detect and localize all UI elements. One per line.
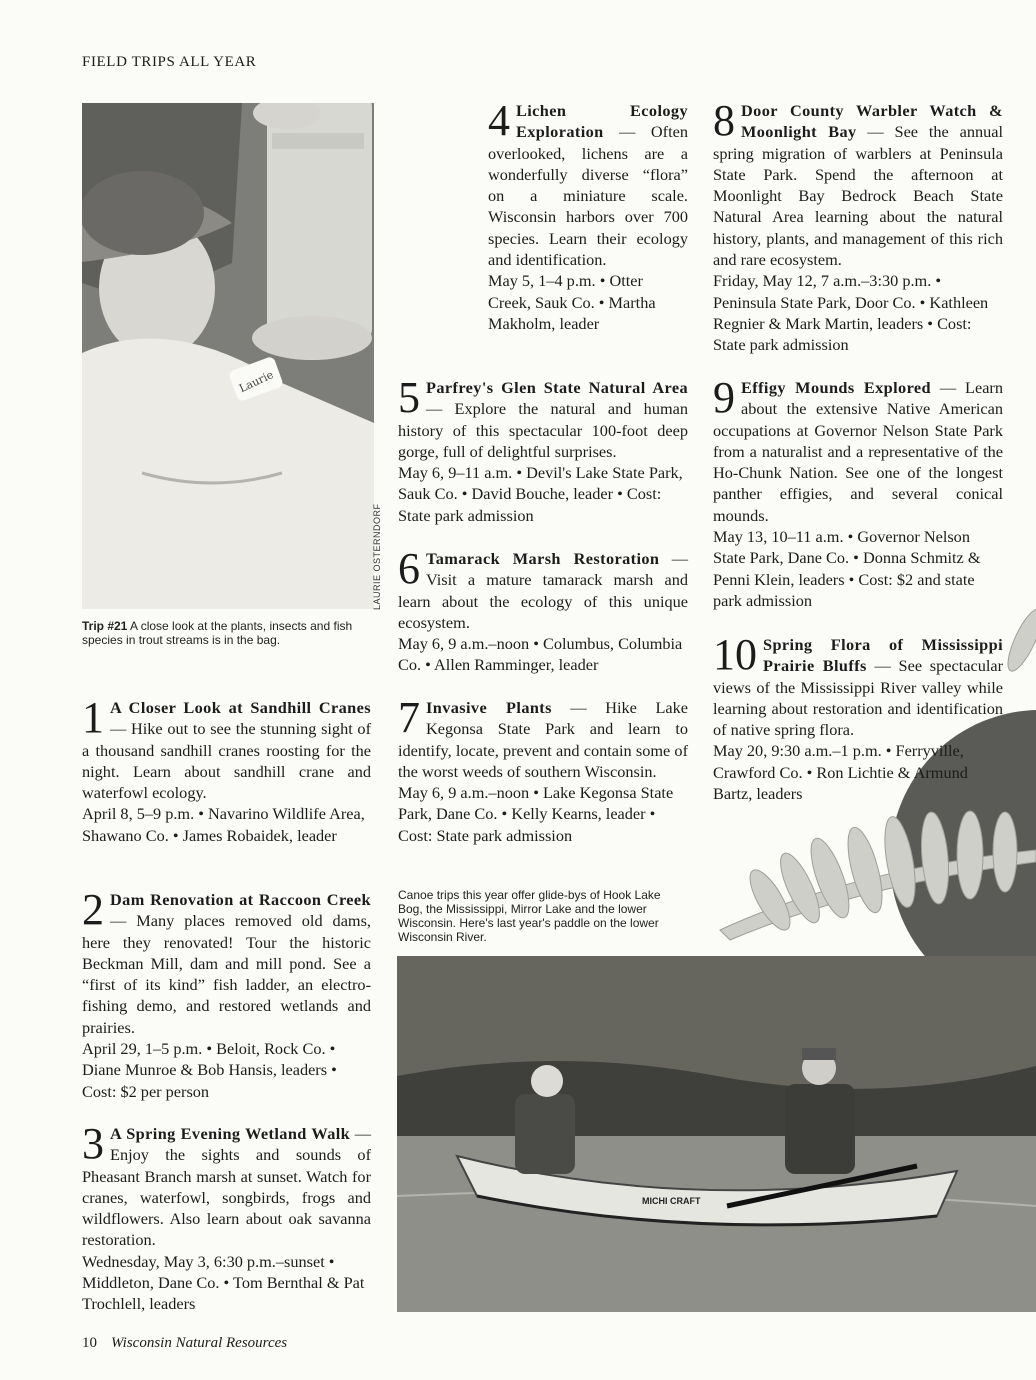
trip-number: 8 <box>713 96 735 145</box>
page-footer <box>82 1335 287 1352</box>
canoe-brand-label: MICHI CRAFT <box>642 1196 701 1206</box>
trip-number: 9 <box>713 373 735 422</box>
trip-details: May 5, 1–4 p.m. • Otter Creek, Sauk Co. • Martha Makholm, leader <box>488 271 656 333</box>
canoe-photo-caption: Canoe trips this year offer glide-bys of Hook Lake Bog, the Mississippi, Mirror Lake and the lower Wisconsin. Here's last year's paddle on the lower Wisconsin River. <box>398 888 661 944</box>
trip-details: May 20, 9:30 a.m.–1 p.m. • Ferryville, Crawford Co. • Ron Lichtie & Armund Bartz, leaders <box>713 741 968 804</box>
trip-description: — Visit a mature tamarack marsh and learn about the ecology of this unique ecosystem. <box>398 549 688 632</box>
trip-details: April 8, 5–9 p.m. • Navarino Wildlife Area, Shawano Co. • James Robaidek, leader <box>82 804 365 845</box>
trip-number: 7 <box>398 693 420 742</box>
trip-details: May 6, 9–11 a.m. • Devil's Lake State Park, Sauk Co. • David Bouche, leader • Cost: State park admission <box>398 463 683 525</box>
trip-title: Invasive Plants <box>426 698 552 717</box>
trip-details: April 29, 1–5 p.m. • Beloit, Rock Co. • Diane Munroe & Bob Hansis, leaders • Cost: $2 per person <box>82 1039 337 1101</box>
trip-3 <box>82 1119 371 1315</box>
trip-7 <box>398 693 688 846</box>
magazine-name: Wisconsin Natural Resources <box>111 1335 288 1351</box>
trip-title: Door County Warbler Watch & Moonlight Bay <box>741 101 1003 142</box>
trip-number: 5 <box>398 373 420 422</box>
trip-8 <box>713 96 1004 356</box>
trip-details: Wednesday, May 3, 6:30 p.m.–sunset • Middleton, Dane Co. • Tom Bernthal & Pat Trochlell, leaders <box>82 1251 365 1314</box>
trip-details: May 13, 10–11 a.m. • Governor Nelson State Park, Dane Co. • Donna Schmitz & Penni Klein, leaders • Cost: $2 and state park admission <box>713 527 981 610</box>
trip-description: — Learn about the extensive Native American occupations at Governor Nelson State Park from a naturalist and a representative of the Ho-Chunk Nation. See one of the longest panther effigies, and several conical mounds. <box>713 378 1003 525</box>
trip-9 <box>713 373 1003 611</box>
trip-description: — See the annual spring migration of warblers at Peninsula State Park. Spend the afternoon at Moonlight Bay Bedrock Beach State Natural Area learning about the natural history, plants, and management of this rich and rare ecosystem. <box>713 122 1004 270</box>
trip-title: Tamarack Marsh Restoration <box>426 549 660 568</box>
photo-caption-trip-21: Trip #21 A close look at the plants, insects and fish species in trout streams is in the bag. <box>82 619 353 647</box>
photo-woman-with-bag <box>82 103 374 609</box>
trip-description: — Hike Lake Kegonsa State Park and learn to identify, locate, prevent and contain some of the worst weeds of southern Wisconsin. <box>398 698 688 781</box>
trip-10 <box>713 630 1004 804</box>
trip-description: — See spectacular views of the Mississippi River valley while learning about restoration and identification of native spring flora. <box>713 656 1004 740</box>
trip-number: 1 <box>82 693 104 742</box>
trip-title: A Spring Evening Wetland Walk <box>110 1124 351 1143</box>
photo-credit: LAURIE OSTERNDORF <box>372 503 382 610</box>
trip-number: 4 <box>488 96 510 145</box>
photo-canoe-paddlers <box>397 956 1036 1312</box>
trip-details: May 6, 9 a.m.–noon • Lake Kegonsa State Park, Dane Co. • Kelly Kearns, leader • Cost: State park admission <box>398 783 674 845</box>
trip-description: — Often overlooked, lichens are a wonderfully diverse “flora” on a miniature scale. Wisconsin harbors over 700 species. Learn their ecology and identification. <box>488 122 688 270</box>
trip-4 <box>488 96 688 334</box>
trip-details: Friday, May 12, 7 a.m.–3:30 p.m. • Peninsula State Park, Door Co. • Kathleen Regnier & Mark Martin, leaders • Cost: State park admission <box>713 271 989 355</box>
trip-number: 10 <box>713 630 757 679</box>
trip-details: May 6, 9 a.m.–noon • Columbus, Columbia Co. • Allen Ramminger, leader <box>398 634 683 675</box>
trip-description: — Many places removed old dams, here they renovated! Tour the historic Beckman Mill, dam and mill pond. See a “first of its kind” fish ladder, an electro-fishing demo, and restored wetlands and prairies. <box>82 911 371 1037</box>
trip-description: — Hike out to see the stunning sight of a thousand sandhill cranes roosting for the night. Learn about sandhill crane and waterfowl ecology. <box>82 719 371 803</box>
trip-title: A Closer Look at Sandhill Cranes <box>110 698 371 717</box>
trip-title: Dam Renovation at Raccoon Creek <box>110 890 371 909</box>
trip-title: Parfrey's Glen State Natural Area <box>426 378 688 397</box>
section-header: FIELD TRIPS ALL YEAR <box>82 54 257 70</box>
trip-description: — Enjoy the sights and sounds of Pheasant Branch marsh at sunset. Watch for cranes, waterfowl, songbirds, frogs and wildflowers. Also learn about oak savanna restoration. <box>82 1124 371 1250</box>
trip-title: Effigy Mounds Explored <box>741 378 931 397</box>
trip-6 <box>398 544 688 676</box>
name-tag-text: Laurie <box>237 368 276 396</box>
trip-number: 2 <box>82 885 104 934</box>
trip-5 <box>398 373 688 526</box>
trip-description: — Explore the natural and human history of this spectacular 100-foot deep gorge, full of delightful surprises. <box>398 399 688 461</box>
trip-title: Lichen Ecology Exploration <box>516 101 688 142</box>
trip-2 <box>82 885 371 1102</box>
trip-number: 6 <box>398 544 420 593</box>
trip-1 <box>82 693 371 846</box>
page-number: 10 <box>82 1335 97 1351</box>
trip-number: 3 <box>82 1119 104 1168</box>
trip-title: Spring Flora of Mississippi Prairie Bluffs <box>763 635 1003 676</box>
